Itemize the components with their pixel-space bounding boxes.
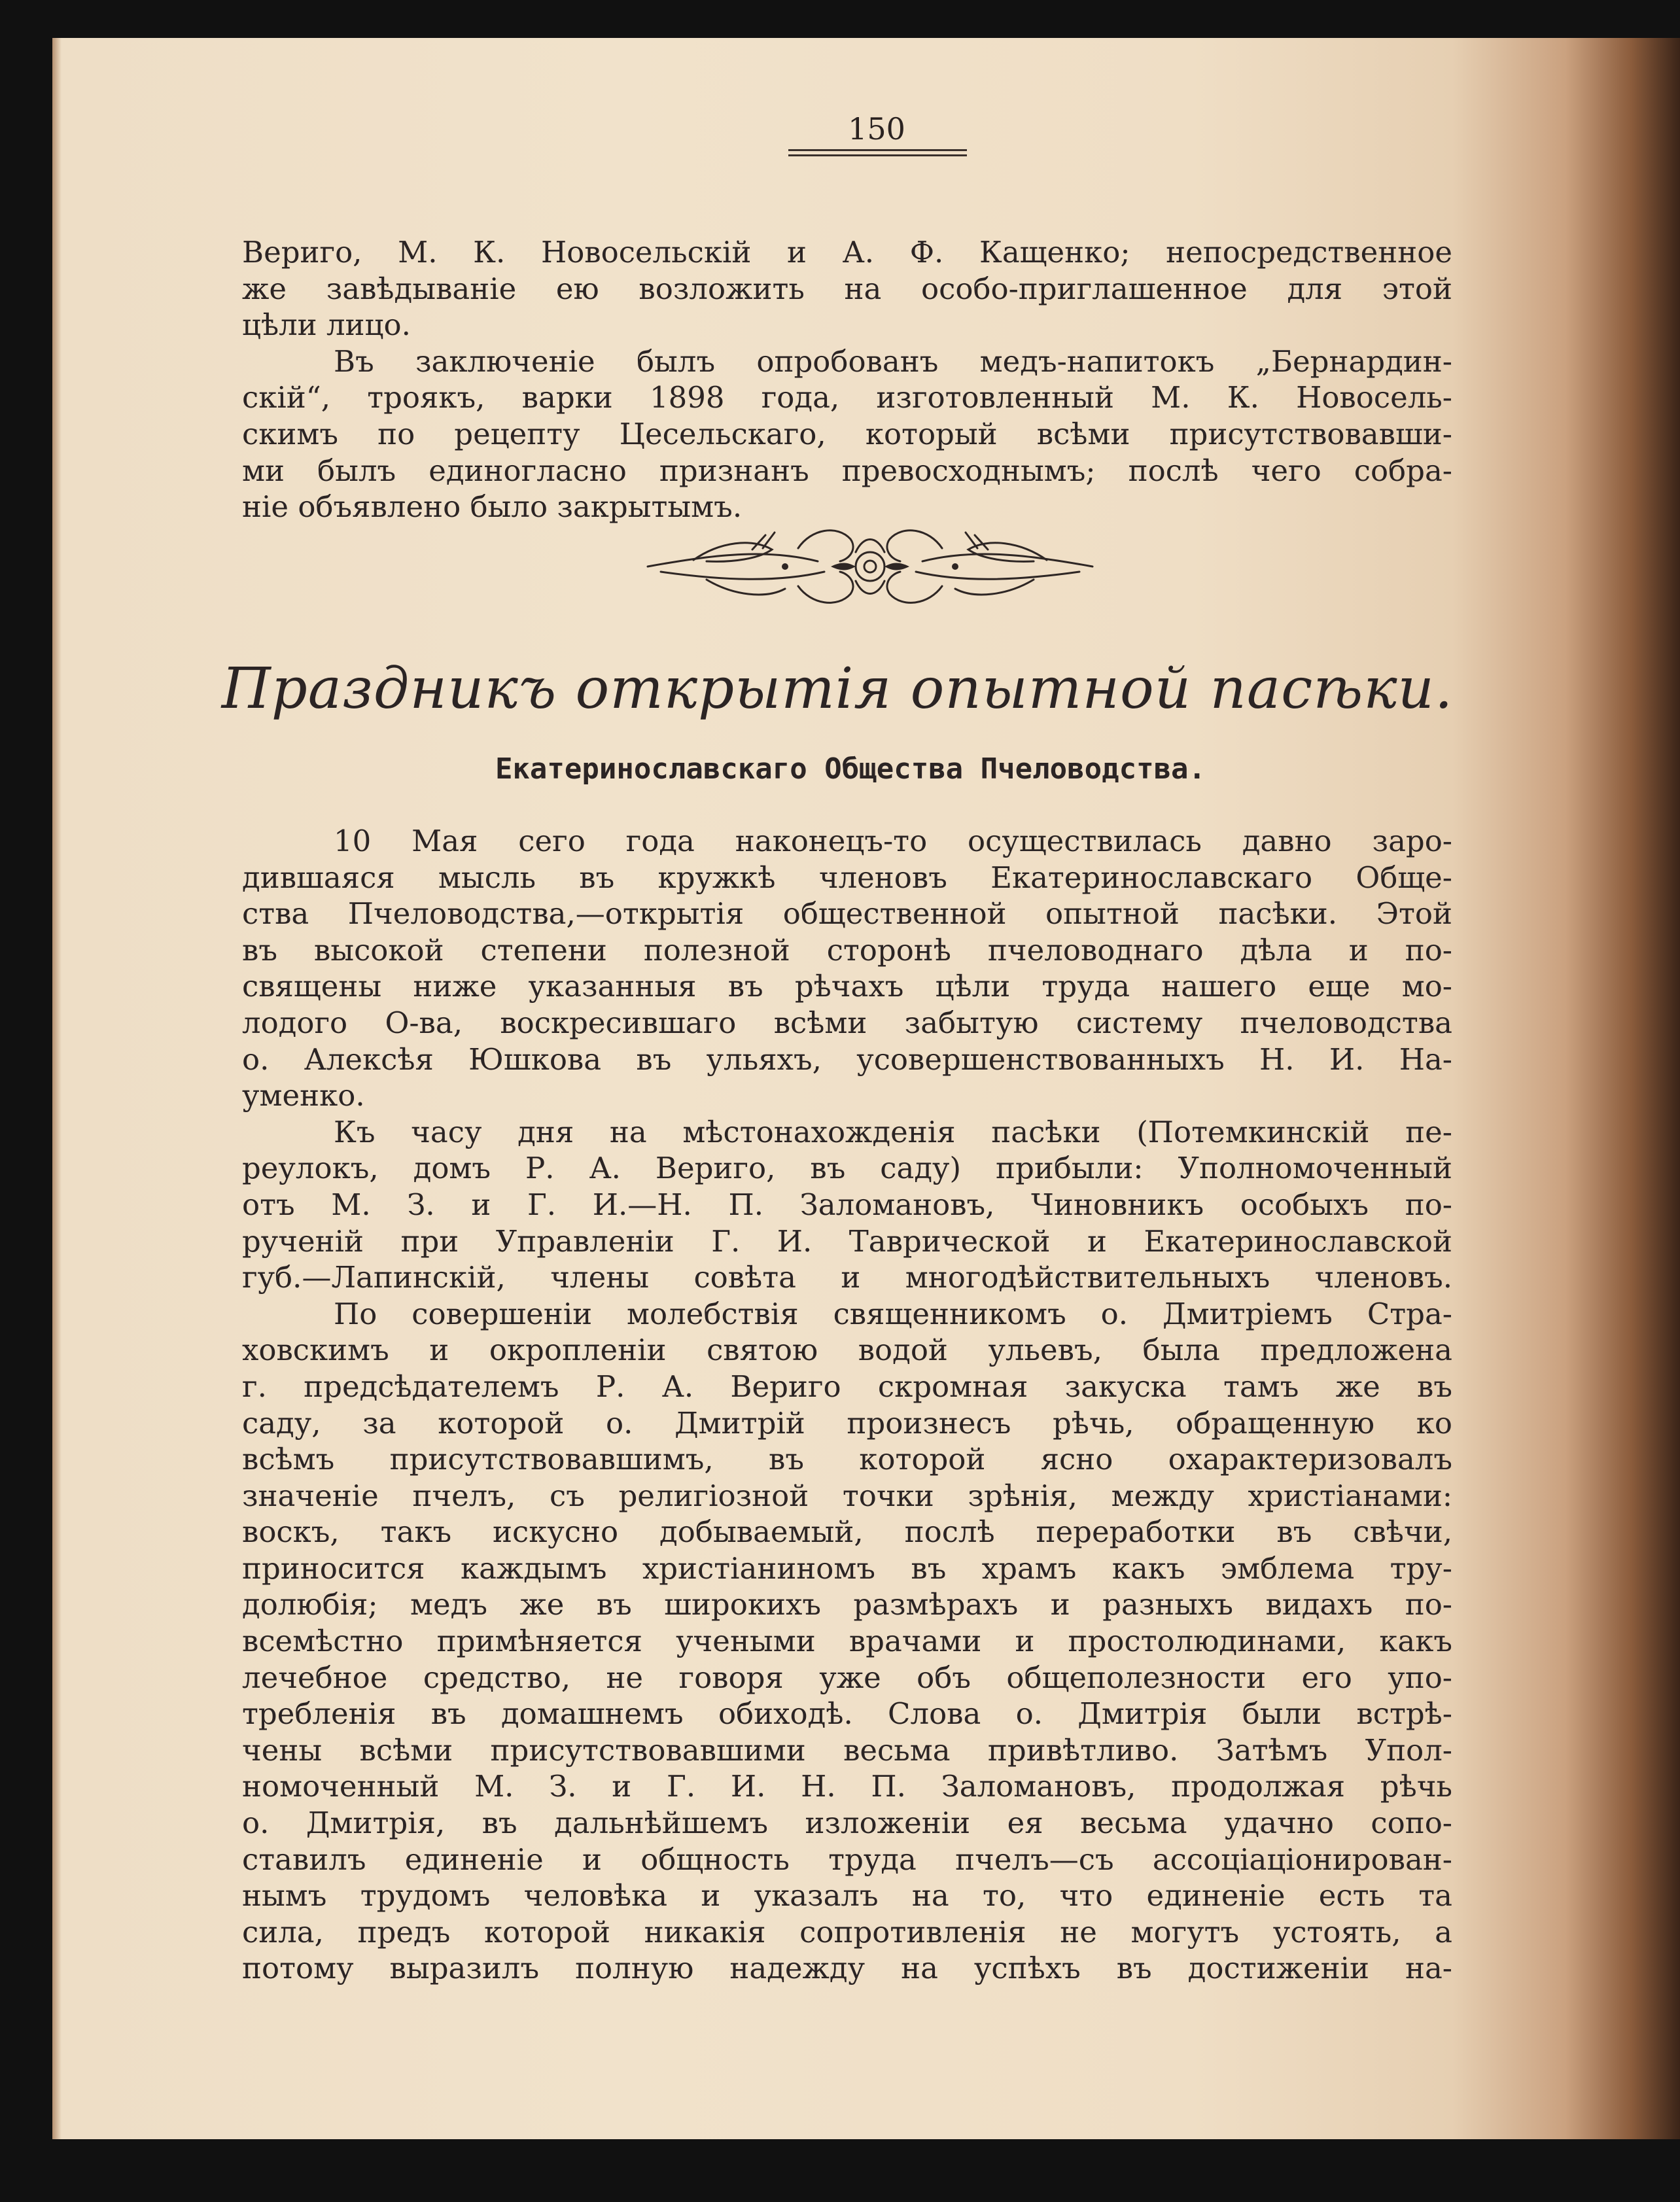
text-line: реулокъ, домъ Р. А. Вериго, въ саду) прибыли: Уполномоченный (242, 1151, 1452, 1186)
text-line: всемѣстно примѣняется учеными врачами и простолюдинами, какъ (242, 1624, 1452, 1659)
text-line: о. Алексѣя Юшкова въ ульяхъ, усовершенствованныхъ Н. И. На- (242, 1041, 1452, 1077)
text-line: губ.—Лапинскій, члены совѣта и многодѣйствительныхъ членовъ. (242, 1260, 1452, 1295)
text-line: саду, за которой о. Дмитрій произнесъ рѣчь, обращенную ко (242, 1405, 1452, 1441)
text-line: ми былъ единогласно признанъ превосходнымъ; послѣ чего собра- (242, 453, 1452, 488)
header-double-rule (788, 149, 967, 156)
text-line: долюбія; медъ же въ широкихъ размѣрахъ и разныхъ видахъ по- (242, 1587, 1452, 1622)
text-line: Къ часу дня на мѣстонахожденія пасѣки (Потемкинскій пе- (334, 1114, 1452, 1149)
text-line: дившаяся мысль въ кружкѣ членовъ Екатеринославскаго Обще- (242, 860, 1452, 895)
text-line: скимъ по рецепту Цесельскаго, который всѣми присутствовавши- (242, 416, 1452, 451)
article-title: Праздникъ открытія опытной пасѣки. (221, 656, 1454, 722)
text-line: уменко. (242, 1078, 365, 1113)
article-subtitle: Екатеринославскаго Общества Пчеловодства. (495, 752, 1206, 786)
text-line: г. предсѣдателемъ Р. А. Вериго скромная закуска тамъ же въ (242, 1369, 1452, 1404)
book-page (52, 38, 1680, 2139)
text-line: скій“, троякъ, варки 1898 года, изготовленный М. К. Новосель- (242, 380, 1452, 415)
text-line: въ высокой степени полезной сторонѣ пчеловоднаго дѣла и по- (242, 932, 1452, 968)
text-line: рученій при Управленіи Г. И. Таврической и Екатеринославской (242, 1223, 1452, 1259)
text-line: воскъ, такъ искусно добываемый, послѣ переработки въ свѣчи, (242, 1514, 1452, 1550)
text-line: чены всѣми присутствовавшими весьма привѣтливо. Затѣмъ Упол- (242, 1732, 1452, 1768)
text-line: потому выразилъ полную надежду на успѣхъ въ достиженіи на- (242, 1951, 1452, 1986)
page-number: 150 (848, 111, 905, 147)
text-line: сила, предъ которой никакія сопротивленія не могутъ устоять, а (242, 1914, 1452, 1949)
text-line: лечебное средство, не говоря уже объ общеполезности его упо- (242, 1660, 1452, 1695)
text-line: По совершеніи молебствія священникомъ о. Дмитріемъ Стра- (334, 1296, 1452, 1331)
article-body (242, 823, 1452, 1987)
text-line: о. Дмитрія, въ дальнѣйшемъ изложеніи ея весьма удачно сопо- (242, 1806, 1452, 1841)
text-line: всѣмъ присутствовавшимъ, въ которой ясно охарактеризовалъ (242, 1442, 1452, 1477)
continuation-text (242, 234, 1452, 525)
text-line: нымъ трудомъ человѣка и указалъ на то, что единеніе есть та (242, 1878, 1452, 1914)
text-line: ства Пчеловодства,—открытія общественной опытной пасѣки. Этой (242, 896, 1452, 932)
text-line: ставилъ единеніе и общность труда пчелъ—съ ассоціаціонирован- (242, 1842, 1452, 1877)
text-line: лодого О-ва, воскресившаго всѣми забытую систему пчеловодства (242, 1005, 1452, 1040)
text-line: ховскимъ и окропленіи святою водой ульевъ, была предложена (242, 1333, 1452, 1368)
text-line: Вериго, М. К. Новосельскій и А. Ф. Кащенко; непосредственное (242, 235, 1452, 270)
text-line: священы ниже указанныя въ рѣчахъ цѣли труда нашего еще мо- (242, 969, 1452, 1004)
text-line: требленія въ домашнемъ обиходѣ. Слова о. Дмитрія были встрѣ- (242, 1696, 1452, 1732)
text-line: 10 Мая сего года наконецъ-то осуществилась давно заро- (334, 824, 1452, 858)
text-line: же завѣдываніе ею возложить на особо-приглашенное для этой (242, 271, 1452, 306)
text-line: цѣли лицо. (242, 307, 411, 343)
text-line: Въ заключеніе былъ опробованъ медъ-напитокъ „Бернардин- (334, 343, 1452, 379)
text-line: отъ М. З. и Г. И.—Н. П. Заломановъ, Чиновникъ особыхъ по- (242, 1187, 1452, 1222)
text-line: ніе объявлено было закрытымъ. (242, 489, 743, 525)
text-line: приносится каждымъ христіаниномъ въ храмъ какъ эмблема тру- (242, 1550, 1452, 1586)
text-line: значеніе пчелъ, съ религіозной точки зрѣнія, между христіанами: (242, 1478, 1452, 1513)
text-line: номоченный М. З. и Г. И. Н. П. Заломановъ, продолжая рѣчь (242, 1769, 1452, 1804)
floral-ornament-icon (635, 509, 1106, 620)
